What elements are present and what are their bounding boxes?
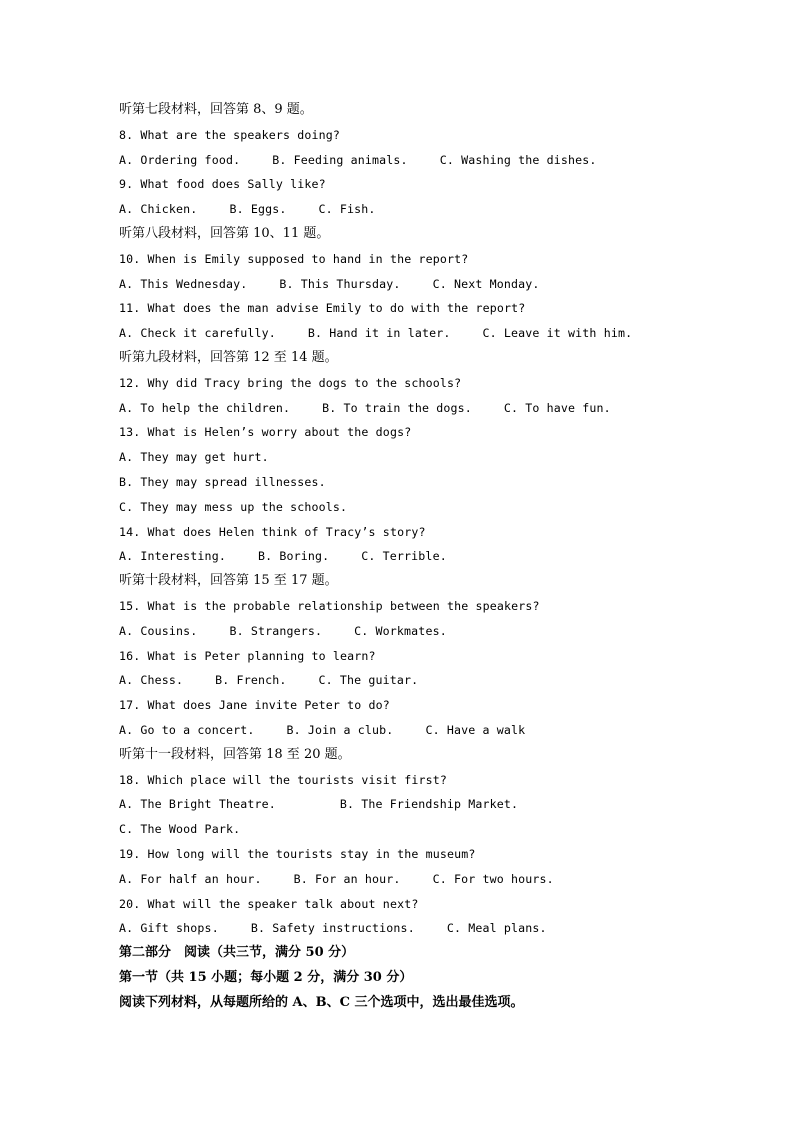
option-c: C. Leave it with him. xyxy=(482,326,633,341)
options-9 xyxy=(119,197,759,222)
option-13-a: A. They may get hurt. xyxy=(119,450,269,465)
option-a: A. To help the children. xyxy=(119,400,291,415)
options-20 xyxy=(119,916,759,941)
question-19: 19. How long will the tourists stay in the museum? xyxy=(119,846,476,861)
question-15: 15. What is the probable relationship between the speakers? xyxy=(119,598,540,613)
option-c: C. Workmates. xyxy=(354,623,447,638)
option-a: A. Chicken. xyxy=(119,202,198,217)
option-b: B. Hand it in later. xyxy=(307,326,451,341)
option-a: A. Go to a concert. xyxy=(119,722,255,737)
section-header-11: 听第十一段材料，回答第 18 至 20 题。 xyxy=(119,746,351,762)
question-14: 14. What does Helen think of Tracy’s story? xyxy=(119,524,426,539)
option-b: B. French. xyxy=(215,673,287,688)
option-b: B. For an hour. xyxy=(293,871,401,886)
options-16 xyxy=(119,668,759,693)
options-14 xyxy=(119,544,759,569)
option-13-c: C. They may mess up the schools. xyxy=(119,499,348,514)
options-8 xyxy=(119,148,759,173)
question-10: 10. When is Emily supposed to hand in the report? xyxy=(119,251,469,266)
option-a: A. Check it carefully. xyxy=(119,326,276,341)
options-11 xyxy=(119,321,759,346)
option-c: C. To have fun. xyxy=(503,400,611,415)
part2-instruction: 阅读下列材料，从每题所给的 A、B、C 三个选项中，选出最佳选项。 xyxy=(119,994,524,1010)
question-13: 13. What is Helen’s worry about the dogs? xyxy=(119,425,412,440)
question-9: 9. What food does Sally like? xyxy=(119,177,326,192)
option-b: B. Strangers. xyxy=(229,623,323,638)
option-c: C. Terrible. xyxy=(361,549,447,564)
options-19 xyxy=(119,867,759,892)
option-a: A. Ordering food. xyxy=(119,152,241,167)
question-11: 11. What does the man advise Emily to do with the report? xyxy=(119,301,526,316)
option-b: B. The Friendship Market. xyxy=(339,797,519,812)
question-12: 12. Why did Tracy bring the dogs to the schools? xyxy=(119,375,462,390)
options-18 xyxy=(119,792,759,817)
question-8: 8. What are the speakers doing? xyxy=(119,127,341,142)
option-b: B. This Thursday. xyxy=(279,276,401,291)
question-17: 17. What does Jane invite Peter to do? xyxy=(119,698,390,713)
option-a: A. This Wednesday. xyxy=(119,276,248,291)
options-15 xyxy=(119,619,759,644)
options-10 xyxy=(119,272,759,297)
option-c: C. The guitar. xyxy=(318,673,419,688)
question-18: 18. Which place will the tourists visit first? xyxy=(119,772,447,787)
section-header-7: 听第七段材料，回答第 8、9 题。 xyxy=(119,102,313,117)
option-c: C. Fish. xyxy=(318,202,376,217)
exam-page xyxy=(119,98,759,1015)
option-b: B. Boring. xyxy=(257,549,330,564)
option-a: A. The Bright Theatre. xyxy=(119,797,276,812)
option-c: C. Washing the dishes. xyxy=(439,152,597,167)
section-header-10: 听第十段材料，回答第 15 至 17 题。 xyxy=(119,573,338,589)
option-c: C. Meal plans. xyxy=(446,921,547,936)
question-16: 16. What is Peter planning to learn? xyxy=(119,648,376,663)
option-a: A. Chess. xyxy=(119,673,184,688)
option-c: C. Next Monday. xyxy=(432,276,540,291)
option-a: A. Cousins. xyxy=(119,623,198,638)
part2-section1: 第一节（共 15 小题；每小题 2 分，满分 30 分） xyxy=(119,969,413,985)
question-20: 20. What will the speaker talk about next? xyxy=(119,896,419,911)
option-13-b: B. They may spread illnesses. xyxy=(119,474,326,489)
option-c: C. Have a walk xyxy=(425,722,526,737)
options-17 xyxy=(119,718,759,743)
option-a: A. Interesting. xyxy=(119,549,226,564)
option-18-c: C. The Wood Park. xyxy=(119,822,241,837)
section-header-8: 听第八段材料，回答第 10、11 题。 xyxy=(119,225,330,241)
option-b: B. To train the dogs. xyxy=(322,400,472,415)
part2-title: 第二部分 阅读（共三节，满分 50 分） xyxy=(119,945,355,961)
section-header-9: 听第九段材料，回答第 12 至 14 题。 xyxy=(119,349,338,365)
options-12 xyxy=(119,396,759,421)
option-a: A. Gift shops. xyxy=(119,921,219,936)
option-a: A. For half an hour. xyxy=(119,871,262,886)
option-c: C. For two hours. xyxy=(432,871,554,886)
option-b: B. Safety instructions. xyxy=(250,921,415,936)
option-b: B. Eggs. xyxy=(229,202,287,217)
option-b: B. Join a club. xyxy=(286,722,394,737)
option-b: B. Feeding animals. xyxy=(272,152,408,167)
